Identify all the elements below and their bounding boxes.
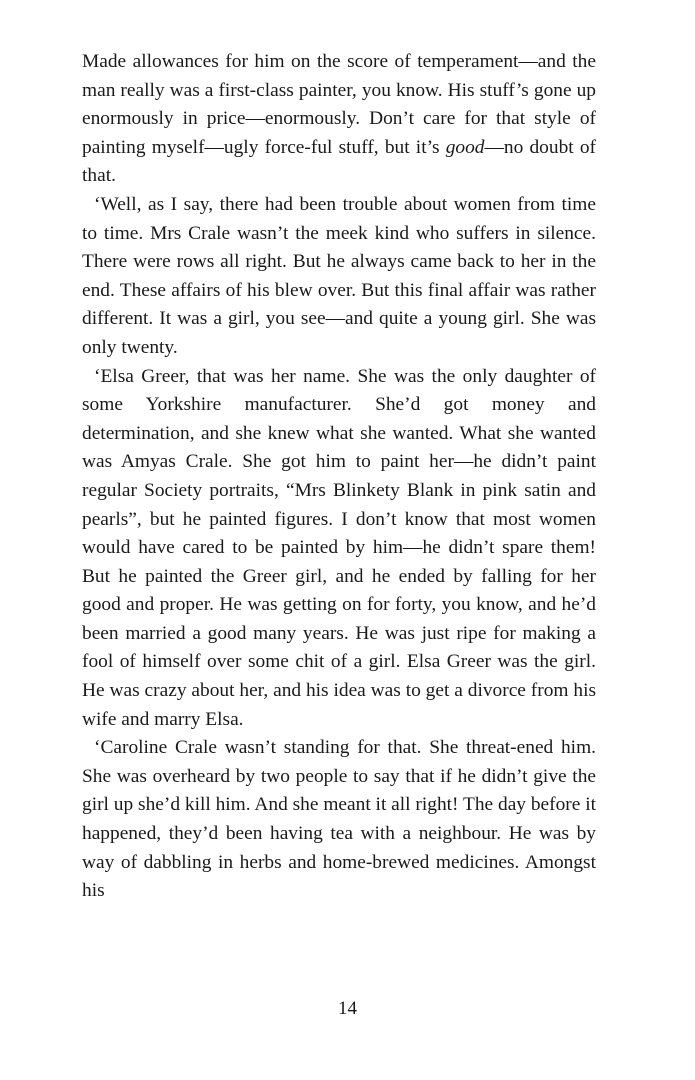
paragraph-1-text-after: —no doubt of that. bbox=[82, 136, 596, 187]
paragraph-1-text-before: Made allowances for him on the score of temperament—and the man really was a first-class painter, you know. His stuff’s gone up enormously in price—enormously. Don’t care for that style of painting myself—ugly force-ful stuff, but it’s bbox=[82, 51, 596, 158]
page-number: 14 bbox=[338, 998, 357, 1019]
emphasis-good: good bbox=[445, 136, 485, 158]
paragraph-1 bbox=[82, 48, 596, 191]
paragraph-4: ‘Caroline Crale wasn’t standing for that. She threat-ened him. She was overheard by two people to say that if he didn’t give the girl up she’d kill him. And she meant it all right! The day before it happened, they’d been having tea with a neighbour. He was by way of dabbling in herbs and home-brewed medicines. Amongst his bbox=[82, 737, 596, 902]
paragraph-3: ‘Elsa Greer, that was her name. She was the only daughter of some Yorkshire manufacturer. She’d got money and determination, and she knew what she wanted. What she wanted was Amyas Crale. She got him to paint her—he didn’t paint regular Society portraits, “Mrs Blinkety Blank in pink satin and pearls”, but he painted figures. I don’t know that most women would have cared to be painted by him—he didn’t spare them! But he painted the Greer girl, and he ended by falling for her good and proper. He was getting on for forty, you know, and he’d been married a good many years. He was just ripe for making a fool of himself over some chit of a girl. Elsa Greer was the girl. He was crazy about her, and his idea was to get a divorce from his wife and marry Elsa. bbox=[82, 365, 596, 730]
paragraph-2: ‘Well, as I say, there had been trouble about women from time to time. Mrs Crale wasn’t the meek kind who suffers in silence. There were rows all right. But he always came back to her in the end. These affairs of his blew over. But this final affair was rather different. It was a girl, you see—and quite a young girl. She was only twenty. bbox=[82, 193, 596, 358]
book-page-text bbox=[82, 48, 596, 906]
